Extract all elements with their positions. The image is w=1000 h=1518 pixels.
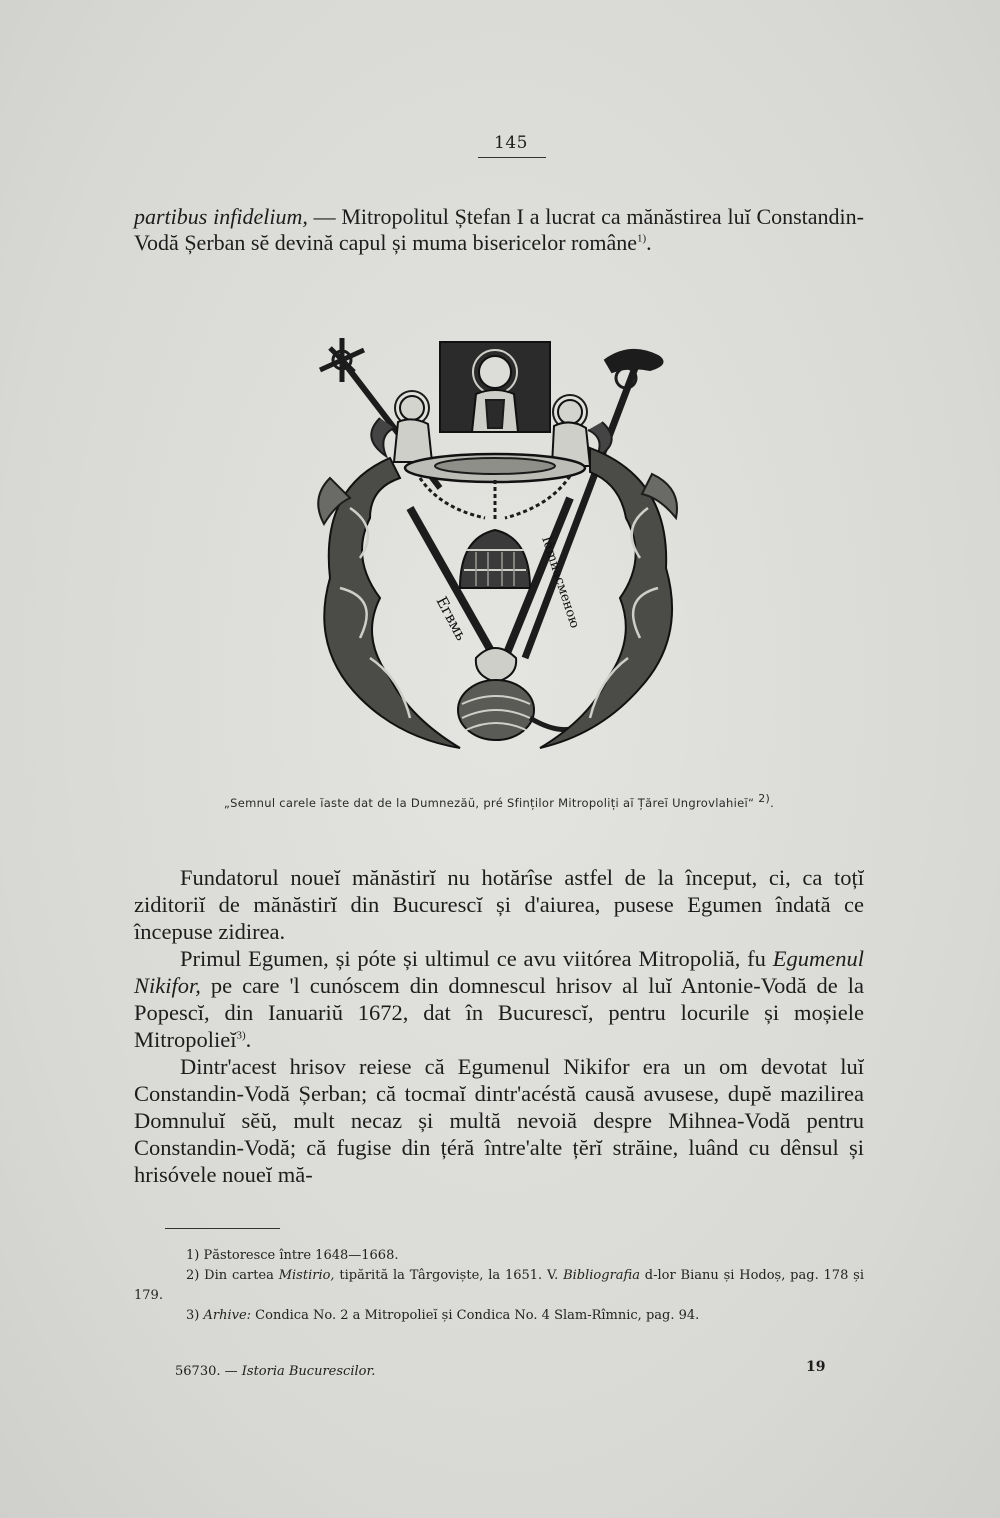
paragraph-first-abbot <box>134 945 864 1053</box>
footnote-2-ref-title: Bibliografia <box>563 1268 640 1283</box>
footnote-2-number: 2) <box>186 1268 200 1283</box>
intro-text: — Mitropolitul Ștefan I a lucrat ca mănăstirea luĭ Constandin-Vodă Șerban sĕ devină capul și muma bisericelor române <box>134 204 864 255</box>
p2-tail: . <box>245 1027 252 1052</box>
paragraph-founder: Fundatorul noueĭ mănăstirĭ nu hotărîse astfel de la început, ci, ca toțĭ ziditoriĭ de mănăstirĭ din Bucurescĭ și d'aiurea, pusese Egumen îndată ce începuse zidirea. <box>134 865 864 944</box>
main-text <box>134 864 864 1188</box>
p2-start: Primul Egumen, și póte și ultimul ce avu viitórea Mitropoliă, fu <box>180 946 773 971</box>
footnote-ref-1: 1) <box>637 232 647 245</box>
p2-italic: Egumenul Nikifor, <box>134 946 864 998</box>
footnote-2-post: d-lor Bianu și Hodoș, pag. 178 și 179. <box>134 1268 864 1303</box>
footnote-3-number: 3) <box>186 1308 200 1323</box>
footnote-2 <box>134 1266 864 1306</box>
signature-code: 56730. — <box>175 1364 242 1379</box>
footnote-3-text: Condica No. 2 a Mitropolieĭ și Condica No. 4 Slam-Rîmnic, pag. 94. <box>251 1308 700 1323</box>
p2-end: pe care 'l cunóscem din domnescul hrisov al luĭ Antonie-Vodă de la Popescĭ, din Ianuariŭ 1672, dat în Bucurescĭ, pentru locurile și moșiele Mitropolieĭ <box>134 973 864 1052</box>
figure-caption <box>134 792 864 810</box>
footnote-ref-2: 2) <box>758 792 771 806</box>
footnote-3-title: Arhive: <box>203 1308 252 1323</box>
footnote-3 <box>134 1306 864 1326</box>
footnote-ref-3: 3) <box>236 1029 246 1042</box>
footnotes <box>134 1246 864 1326</box>
footnote-2-pre: Din cartea <box>199 1268 279 1283</box>
emblem-inscription-left: Егвмь <box>432 593 471 644</box>
caption-text: „Semnul carele ĭaste dat de la Dumnezăŭ, pré Sfinților Mitropoliți aĭ Țăreĭ Ungrovlahieĭ“ <box>223 796 755 810</box>
emblem-inscription-right: Ιἁmиасменою <box>538 534 582 631</box>
intro-italic-lead: partibus infidelium, <box>134 204 308 229</box>
signature-title: Istoria Bucurescilor. <box>241 1364 376 1379</box>
footnote-2-title: Mistirio, <box>278 1268 335 1283</box>
page-number-rule <box>478 157 546 158</box>
intro-end: . <box>646 230 652 255</box>
footnote-1 <box>134 1246 864 1266</box>
footnote-2-mid: tipărită la Târgoviște, la 1651. V. <box>334 1268 564 1283</box>
footnote-1-number: 1) <box>186 1248 200 1263</box>
printer-signature <box>175 1364 375 1379</box>
sheet-number: 19 <box>806 1359 826 1375</box>
intro-paragraph <box>134 204 864 256</box>
paragraph-hrisov: Dintr'acest hrisov reiese că Egumenul Nikifor era un om devotat luĭ Constandin-Vodă Șerban; că tocmaĭ dintr'acéstă causă avusese, dupĕ mazilirea Domnuluĭ sĕŭ, mult necaz și multă nevoiă despre Mihnea-Vodă pentru Constandin-Vodă; că fugise din țéră între'alte țĕrĭ străine, luând cu dênsul și hrisóvele noueĭ mă- <box>134 1054 864 1187</box>
footnote-separator <box>165 1228 280 1229</box>
caption-end: . <box>770 796 775 810</box>
metropolitan-emblem-engraving <box>290 338 710 778</box>
page-number: 145 <box>494 133 528 153</box>
footnote-1-text: Păstoresce între 1648—1668. <box>199 1248 399 1263</box>
